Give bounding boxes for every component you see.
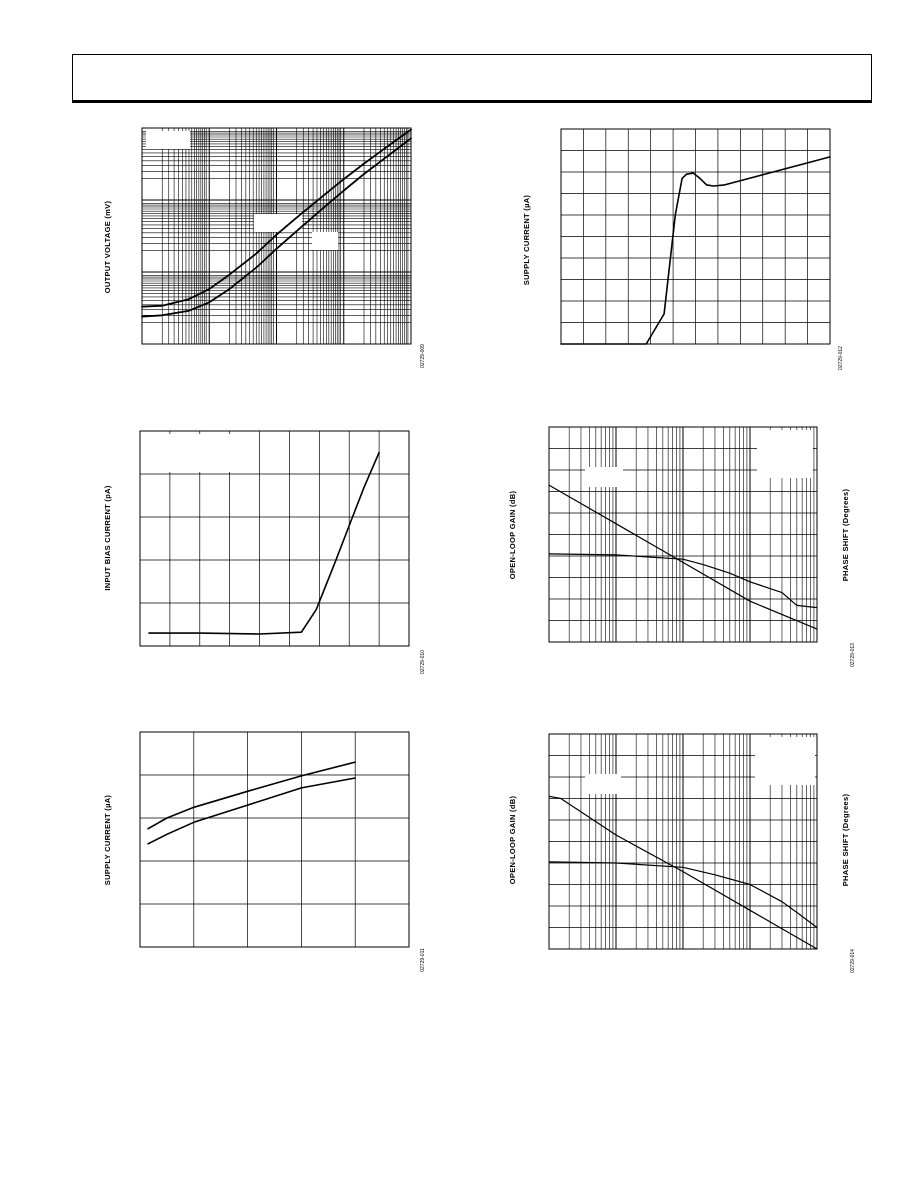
legend-box	[585, 774, 621, 794]
legend-box	[755, 737, 815, 785]
open-loop-gain-phase-chart-2	[500, 725, 865, 990]
grid-lines	[140, 431, 409, 646]
grid-lines	[549, 427, 817, 642]
figure-number: 02729-012	[838, 346, 844, 370]
legend-box	[757, 430, 813, 478]
figure-number: 02729-009	[420, 344, 426, 368]
y-axis-label: SUPPLY CURRENT (µA)	[103, 794, 112, 886]
figure-number: 02729-014	[850, 949, 856, 973]
supply-current-vs-voltage-chart	[510, 120, 855, 380]
y-axis-label: SUPPLY CURRENT (µA)	[522, 194, 531, 286]
y-axis-label: INPUT BIAS CURRENT (pA)	[103, 485, 112, 591]
y-axis-label-left: OPEN-LOOP GAIN (dB)	[508, 795, 517, 885]
legend-box	[254, 214, 302, 232]
grid-lines	[140, 732, 409, 947]
open-loop-gain-phase-chart-1	[500, 415, 865, 675]
figure-number: 02729-013	[850, 643, 856, 667]
y-axis-label-right: PHASE SHIFT (Degrees)	[841, 793, 850, 887]
output-voltage-chart	[90, 120, 440, 380]
y-axis-label-right: PHASE SHIFT (Degrees)	[841, 488, 850, 582]
figure-number: 02729-011	[420, 948, 426, 972]
legend-box	[146, 131, 190, 149]
grid-lines	[561, 129, 830, 344]
page-header-box	[72, 54, 872, 103]
figure-number: 02729-010	[420, 650, 426, 674]
legend-box	[144, 434, 244, 472]
plot-area	[140, 732, 409, 947]
legend-box	[312, 232, 338, 250]
y-axis-label: OUTPUT VOLTAGE (mV)	[103, 200, 112, 294]
supply-current-vs-temp-chart	[90, 720, 440, 985]
input-bias-current-chart	[90, 420, 440, 680]
legend-box	[585, 467, 623, 487]
grid-lines	[549, 734, 817, 949]
y-axis-label-left: OPEN-LOOP GAIN (dB)	[508, 490, 517, 580]
